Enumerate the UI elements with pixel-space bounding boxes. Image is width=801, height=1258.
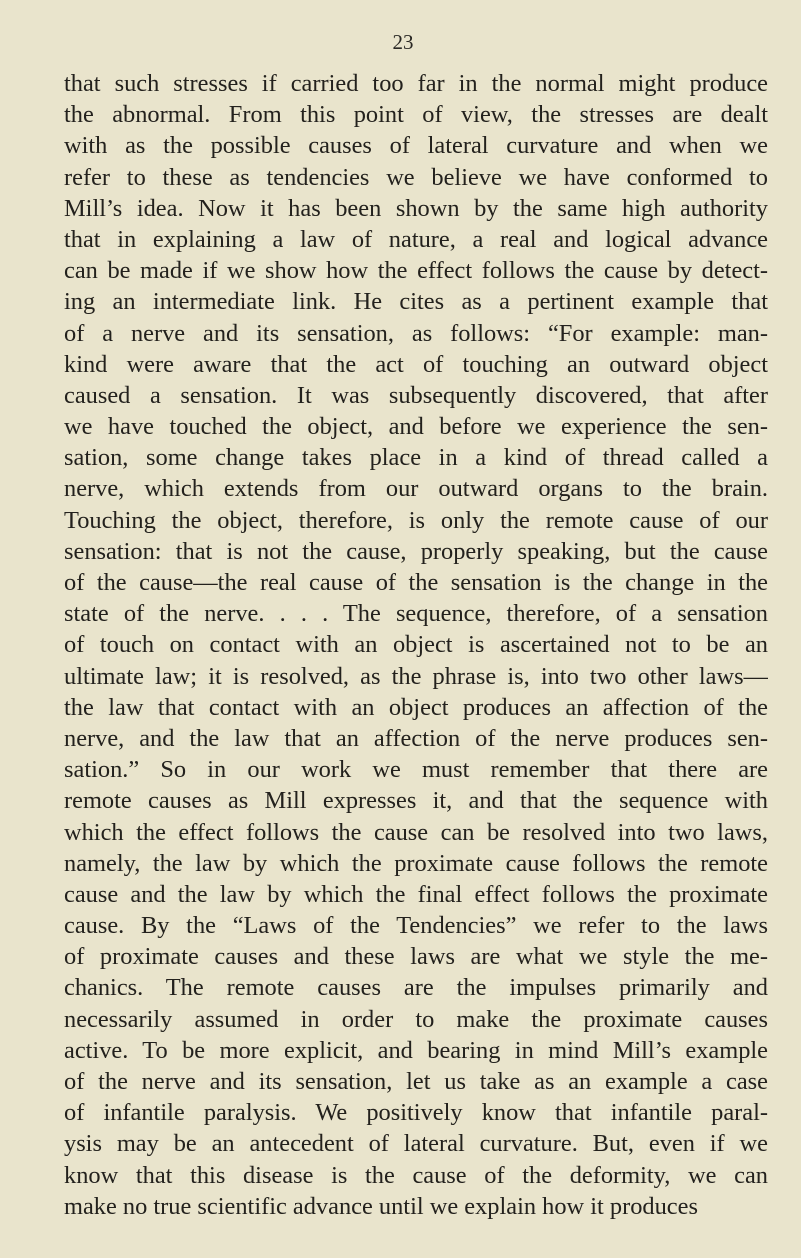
text-line: of touch on contact with an object is ascertained not to be an	[64, 631, 768, 659]
text-line: state of the nerve. . . . The sequence, therefore, of a sensation	[64, 600, 768, 628]
text-line: ysis may be an antecedent of lateral curvature. But, even if we	[64, 1130, 768, 1158]
text-line: the law that contact with an object produces an affection of the	[64, 693, 768, 721]
text-line: can be made if we show how the effect follows the cause by detect-	[64, 257, 768, 285]
text-line: kind were aware that the act of touching an outward object	[64, 350, 768, 378]
text-line: that in explaining a law of nature, a real and logical advance	[64, 225, 768, 253]
text-line: of a nerve and its sensation, as follows: “For example: man-	[64, 319, 768, 347]
text-line: that such stresses if carried too far in the normal might produce	[64, 70, 768, 97]
text-line: the abnormal. From this point of view, the stresses are dealt	[64, 101, 768, 129]
text-line: ing an intermediate link. He cites as a pertinent example that	[64, 288, 768, 316]
text-line: refer to these as tendencies we believe we have conformed to	[64, 163, 768, 191]
text-line: make no true scientific advance until we explain how it produces	[64, 1192, 698, 1220]
text-line: chanics. The remote causes are the impulses primarily and	[64, 974, 768, 1002]
text-line: cause. By the “Laws of the Tendencies” we refer to the laws	[64, 912, 768, 940]
text-line: caused a sensation. It was subsequently discovered, that after	[64, 381, 768, 409]
text-line: which the effect follows the cause can be resolved into two laws,	[64, 818, 768, 846]
text-line: sation, some change takes place in a kind of thread called a	[64, 444, 768, 472]
text-line: nerve, and the law that an affection of the nerve produces sen-	[64, 724, 768, 752]
page-number: 23	[392, 30, 414, 54]
text-line: know that this disease is the cause of the deformity, we can	[64, 1161, 768, 1189]
text-line: of proximate causes and these laws are what we style the me-	[64, 943, 768, 971]
text-line: sation.” So in our work we must remember that there are	[64, 756, 768, 784]
text-line: necessarily assumed in order to make the proximate causes	[64, 1005, 768, 1033]
text-line: we have touched the object, and before we experience the sen-	[64, 413, 768, 441]
text-line: sensation: that is not the cause, properly speaking, but the cause	[64, 537, 768, 565]
text-line: of infantile paralysis. We positively know that infantile paral-	[64, 1099, 768, 1127]
text-line: Touching the object, therefore, is only the remote cause of our	[64, 506, 768, 534]
text-line: active. To be more explicit, and bearing in mind Mill’s example	[64, 1036, 768, 1064]
text-line: of the nerve and its sensation, let us take as an example a case	[64, 1068, 768, 1095]
body-text	[64, 68, 768, 1222]
text-line: remote causes as Mill expresses it, and that the sequence with	[64, 787, 768, 815]
text-line: cause and the law by which the final effect follows the proximate	[64, 880, 768, 908]
text-line: of the cause—the real cause of the sensation is the change in the	[64, 569, 768, 596]
text-line: Mill’s idea. Now it has been shown by the same high authority	[64, 194, 768, 222]
text-line: ultimate law; it is resolved, as the phrase is, into two other laws—	[64, 662, 768, 690]
text-line: nerve, which extends from our outward organs to the brain.	[64, 475, 768, 503]
text-line: with as the possible causes of lateral curvature and when we	[64, 132, 768, 160]
text-line: namely, the law by which the proximate cause follows the remote	[64, 849, 768, 877]
